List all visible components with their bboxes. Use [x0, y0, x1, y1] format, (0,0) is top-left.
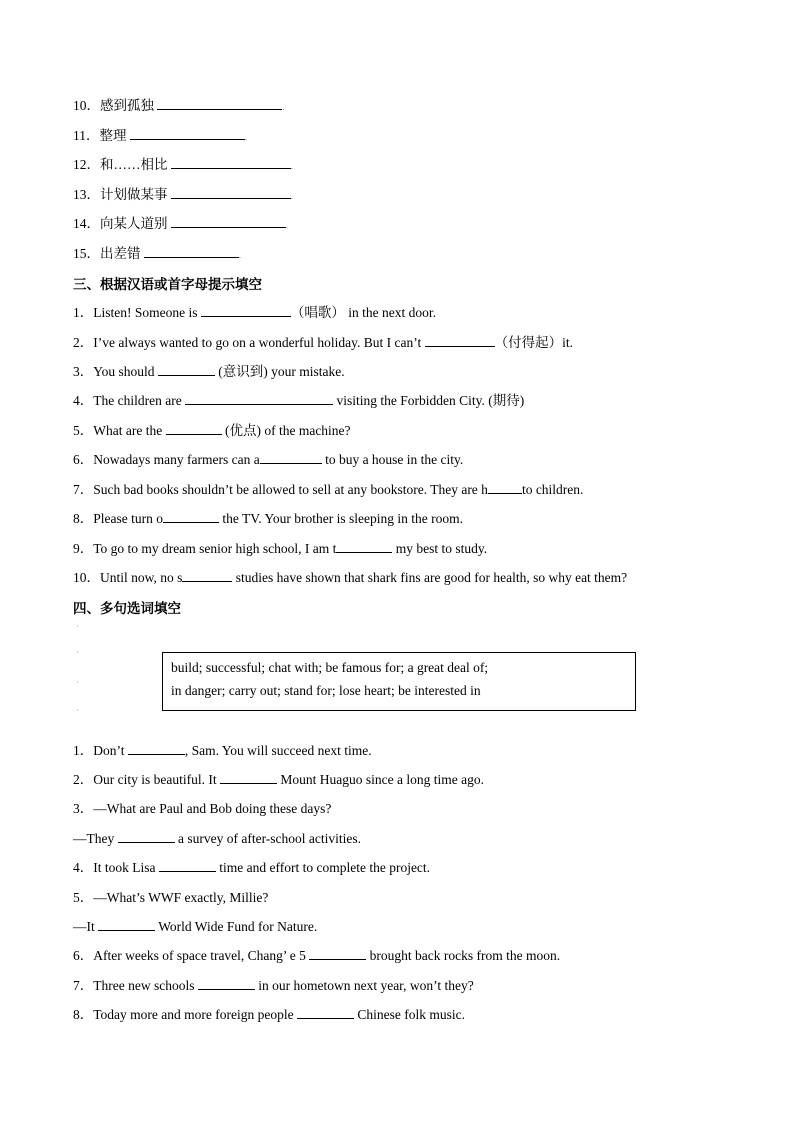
item-text-after: the TV. Your brother is sleeping in the room.: [219, 511, 463, 526]
answer-blank[interactable]: [198, 977, 255, 990]
fill-item: [73, 422, 351, 440]
fill-item: [73, 304, 436, 322]
item-text-before: —What’s WWF exactly, Millie?: [93, 890, 269, 905]
item-number: 8．: [73, 511, 94, 526]
item-text-after: Mount Huaguo since a long time ago.: [276, 772, 484, 787]
item-text-before: —What are Paul and Bob doing these days?: [93, 801, 332, 816]
answer-blank[interactable]: [171, 156, 294, 171]
period-mark: .: [290, 161, 294, 171]
section3-title: 三、根据汉语或首字母提示填空: [73, 277, 262, 293]
item-number: 11．: [73, 128, 100, 143]
answer-blank[interactable]: [128, 742, 185, 755]
answer-blank[interactable]: [171, 215, 289, 230]
item-text-before: Nowadays many farmers can a: [93, 452, 260, 467]
answer-blank[interactable]: [130, 127, 248, 142]
fill-item: [73, 742, 372, 760]
item-text-before: Three new schools: [93, 978, 198, 993]
answer-blank[interactable]: [297, 1006, 354, 1019]
fill-item: [73, 889, 268, 907]
answer-blank[interactable]: [488, 481, 522, 494]
item-number: 12．: [73, 157, 100, 172]
item-text-after: (优点) of the machine?: [221, 423, 351, 438]
margin-dot: ·: [76, 706, 79, 715]
item-text-after: studies have shown that shark fins are good for health, so why eat them?: [232, 570, 628, 585]
fill-item: [73, 947, 560, 965]
item-number: 1．: [73, 743, 94, 758]
item-number: 10．: [73, 570, 100, 585]
item-text-before: —It: [73, 919, 99, 934]
fill-item: [73, 569, 627, 587]
item-number: 5．: [73, 423, 94, 438]
period-mark: .: [244, 132, 248, 142]
item-number: 14．: [73, 216, 100, 231]
vocab-item: [73, 97, 285, 116]
item-text: 感到孤独: [100, 98, 154, 113]
item-number: 2．: [73, 335, 94, 350]
item-number: 2．: [73, 772, 94, 787]
item-number: 3．: [73, 364, 94, 379]
fill-item: [73, 918, 317, 936]
item-text-after: , Sam. You will succeed next time.: [184, 743, 372, 758]
answer-blank[interactable]: [185, 392, 333, 405]
fill-item: [73, 481, 583, 499]
item-text-before: —They: [73, 831, 118, 846]
item-text-before: It took Lisa: [93, 860, 159, 875]
item-text-after: World Wide Fund for Nature.: [155, 919, 318, 934]
word-box-line-1: build; successful; chat with; be famous for; a great deal of;: [171, 660, 489, 675]
fill-item: [73, 363, 345, 381]
word-box-line-2: in danger; carry out; stand for; lose heart; be interested in: [171, 683, 481, 698]
item-number: 13．: [73, 187, 100, 202]
vocab-item: [73, 186, 293, 205]
fill-item: [73, 800, 331, 818]
answer-blank[interactable]: [118, 830, 175, 843]
period-mark: .: [238, 250, 242, 260]
item-text-before: Don’t: [93, 743, 128, 758]
item-text-before: Our city is beautiful. It: [93, 772, 220, 787]
item-number: 9．: [73, 541, 94, 556]
vocab-item: [73, 156, 293, 175]
fill-item: [73, 392, 524, 410]
item-text-before: Today more and more foreign people: [93, 1007, 297, 1022]
item-text-before: Listen! Someone is: [93, 305, 201, 320]
answer-blank[interactable]: [201, 304, 291, 317]
word-box: [162, 652, 636, 711]
answer-blank[interactable]: [309, 947, 366, 960]
item-text: 整理: [99, 128, 127, 143]
item-text-after: to buy a house in the city.: [321, 452, 464, 467]
item-number: 5．: [73, 890, 94, 905]
answer-blank[interactable]: [260, 451, 322, 464]
item-number: 1．: [73, 305, 94, 320]
answer-blank[interactable]: [166, 422, 222, 435]
item-number: 7．: [73, 978, 94, 993]
section4-title: 四、多句选词填空: [73, 601, 181, 617]
item-text-after: my best to study.: [392, 541, 488, 556]
item-text-before: Such bad books shouldn’t be allowed to sell at any bookstore. They are h: [93, 482, 488, 497]
period-mark: .: [282, 102, 285, 112]
item-text-before: The children are: [93, 393, 186, 408]
item-text: 出差错: [100, 246, 141, 261]
item-number: 4．: [73, 393, 94, 408]
item-number: 15．: [73, 246, 100, 261]
margin-dot: ·: [76, 622, 79, 631]
item-text-before: To go to my dream senior high school, I am t: [93, 541, 337, 556]
fill-item: [73, 1006, 465, 1024]
item-text-before: I’ve always wanted to go on a wonderful holiday. But I can’t: [93, 335, 425, 350]
margin-dot: ·: [76, 678, 79, 687]
item-text-before: After weeks of space travel, Chang’ e 5: [93, 948, 310, 963]
answer-blank[interactable]: [159, 859, 216, 872]
item-text-after: （唱歌） in the next door.: [290, 305, 436, 320]
item-text-after: （付得起）it.: [494, 335, 574, 350]
answer-blank[interactable]: [182, 569, 232, 582]
fill-item: [73, 540, 487, 558]
period-mark: .: [290, 191, 294, 201]
item-number: 8．: [73, 1007, 94, 1022]
item-text: 向某人道别: [100, 216, 168, 231]
item-text-before: Please turn o: [93, 511, 163, 526]
fill-item: [73, 859, 430, 877]
item-text-after: a survey of after-school activities.: [174, 831, 362, 846]
answer-blank[interactable]: [158, 363, 215, 376]
item-text-after: visiting the Forbidden City. (期待): [333, 393, 525, 408]
fill-item: [73, 977, 474, 995]
item-text-after: (意识到) your mistake.: [214, 364, 345, 379]
fill-item: [73, 334, 573, 352]
item-text-after: Chinese folk music.: [353, 1007, 465, 1022]
fill-item: [73, 451, 463, 469]
item-number: 6．: [73, 948, 94, 963]
vocab-item: [73, 215, 288, 234]
answer-blank[interactable]: [163, 510, 219, 523]
answer-blank[interactable]: [171, 186, 294, 201]
margin-dot: ·: [76, 648, 79, 657]
vocab-item: [73, 245, 241, 264]
item-text-before: What are the: [93, 423, 166, 438]
item-text: 计划做某事: [100, 187, 168, 202]
answer-blank[interactable]: [425, 334, 495, 347]
answer-blank[interactable]: [157, 97, 285, 112]
period-mark: .: [285, 220, 289, 230]
item-number: 7．: [73, 482, 94, 497]
item-text-before: You should: [93, 364, 158, 379]
item-text-after: to children.: [521, 482, 584, 497]
answer-blank[interactable]: [98, 918, 155, 931]
fill-item: [73, 510, 463, 528]
answer-blank[interactable]: [220, 771, 277, 784]
item-text: 和……相比: [100, 157, 168, 172]
item-number: 6．: [73, 452, 94, 467]
item-number: 4．: [73, 860, 94, 875]
item-text-after: time and effort to complete the project.: [215, 860, 431, 875]
item-number: 10．: [73, 98, 100, 113]
item-text-after: brought back rocks from the moon.: [366, 948, 561, 963]
answer-blank[interactable]: [144, 245, 242, 260]
item-number: 3．: [73, 801, 94, 816]
item-text-after: in our hometown next year, won’t they?: [254, 978, 474, 993]
fill-item: [73, 830, 361, 848]
vocab-item: [73, 127, 247, 146]
answer-blank[interactable]: [336, 540, 392, 553]
fill-item: [73, 771, 484, 789]
item-text-before: Until now, no s: [100, 570, 183, 585]
